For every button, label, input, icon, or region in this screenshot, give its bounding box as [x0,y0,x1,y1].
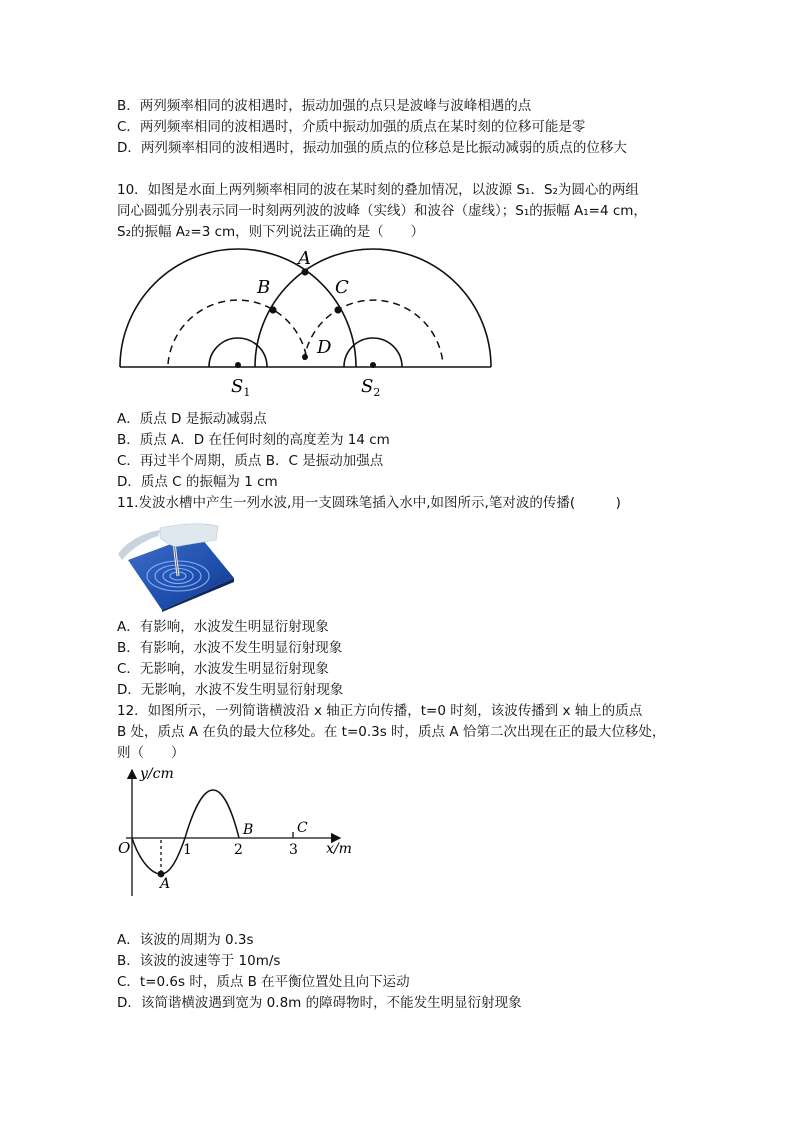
label-c: C [297,820,308,836]
tick-label-2: 2 [234,842,243,858]
s2-crest-large [255,249,491,367]
q10-stem-line-2: 同心圆弧分别表示同一时刻两列波的波峰（实线）和波谷（虚线）；S₁的振幅 A₁=4 cm， [117,203,647,219]
tick-label-3: 3 [289,842,298,858]
wave-curve [132,790,239,874]
q11-option-c: C．无影响，水波发生明显衍射现象 [117,661,329,677]
point-c [334,306,341,313]
label-b: B [243,822,254,838]
label-s2-main: S [361,376,374,397]
label-s1-sub: 1 [243,386,251,399]
s1-trough [168,300,307,364]
point-b [269,306,276,313]
q11-option-d: D．无影响，水波不发生明显衍射现象 [117,682,344,698]
q12-stem-line-2: B 处，质点 A 在负的最大位移处。在 t=0.3s 时，质点 A 恰第二次出现在正的最大位移处， [117,724,666,740]
q12-wave-graph [110,760,370,900]
q11-option-b: B．有影响，水波不发生明显衍射现象 [117,640,343,656]
label-c: C [335,277,349,298]
label-s1-main: S [231,376,244,397]
point-d [302,354,308,360]
prev-option-c: C．两列频率相同的波相遇时，介质中振动加强的质点在某时刻的位移可能是零 [117,119,586,135]
q10-stem-line-1: 10．如图是水面上两列频率相同的波在某时刻的叠加情况，以波源 S₁．S₂为圆心的两组 [117,182,639,198]
q11-stem: 11.发波水槽中产生一列水波,用一支圆珠笔插入水中,如图所示,笔对波的传播( ) [117,495,621,511]
y-axis-label: y/cm [140,766,174,782]
q12-stem-line-1: 12．如图所示，一列简谐横波沿 x 轴正方向传播，t=0 时刻，该波传播到 x 轴上的质点 [117,703,643,719]
q12-stem-line-3: 则（ ） [117,745,185,761]
hand [160,524,218,547]
x-axis-label: x/m [326,841,352,857]
q10-interference-figure [110,240,500,400]
origin-label: O [118,839,131,857]
q10-option-b: B．质点 A．D 在任何时刻的高度差为 14 cm [117,432,390,448]
tick-label-1: 1 [183,842,192,858]
q11-option-a: A．有影响，水波发生明显衍射现象 [117,619,329,635]
label-s2 [361,376,380,399]
label-a: A [160,876,171,892]
prev-option-b: B．两列频率相同的波相遇时，振动加强的点只是波峰与波峰相遇的点 [117,98,532,114]
point-a [301,268,308,275]
q10-option-a: A．质点 D 是振动减弱点 [117,411,267,427]
prev-option-d: D．两列频率相同的波相遇时，振动加强的质点的位移总是比振动减弱的质点的位移大 [117,140,627,156]
q12-option-d: D．该简谐横波遇到宽为 0.8m 的障碍物时，不能发生明显衍射现象 [117,995,522,1011]
q10-option-c: C．再过半个周期，质点 B．C 是振动加强点 [117,453,384,469]
q12-option-b: B．该波的波速等于 10m/s [117,953,281,969]
label-d: D [317,337,332,358]
label-s1 [231,376,250,399]
q12-option-c: C．t=0.6s 时，质点 B 在平衡位置处且向下运动 [117,974,410,990]
source-s2 [370,362,376,368]
label-a: A [298,248,311,269]
q10-option-d: D．质点 C 的振幅为 1 cm [117,474,278,490]
source-s1 [235,362,241,368]
label-b: B [257,277,271,298]
q11-ripple-tank-photo [118,520,236,612]
q10-stem-line-3: S₂的振幅 A₂=3 cm，则下列说法正确的是（ ） [117,224,425,240]
label-s2-sub: 2 [373,386,381,399]
q12-option-a: A．该波的周期为 0.3s [117,932,254,948]
